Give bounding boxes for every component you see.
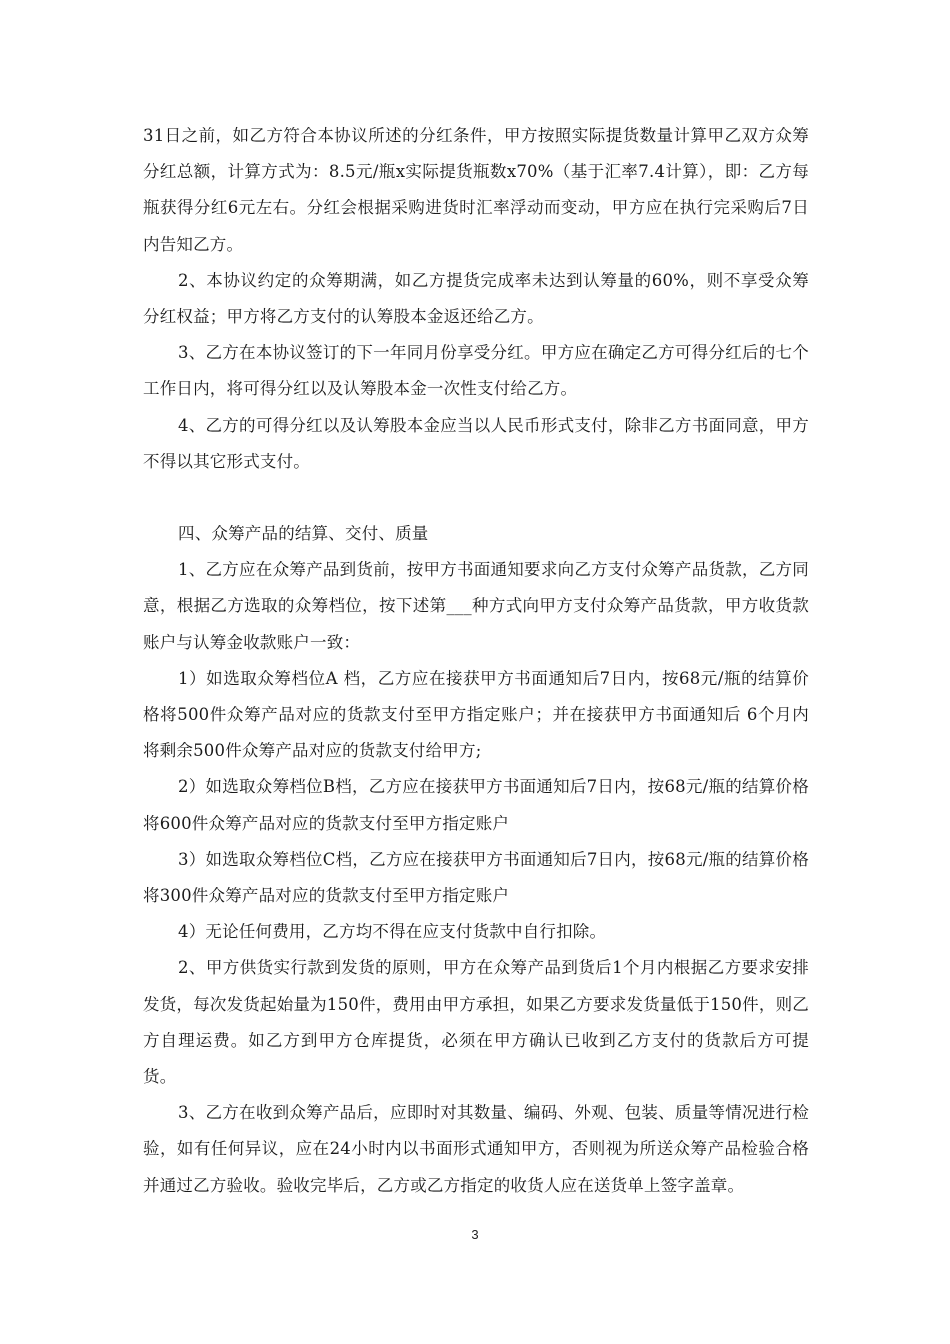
section-spacer xyxy=(143,480,809,516)
paragraph-dividend-calculation: 31日之前，如乙方符合本协议所述的分红条件，甲方按照实际提货数量计算甲乙双方众筹分红总额，计算方式为：8.5元/瓶x实际提货瓶数x70%（基于汇率7.4计算），即：乙方每瓶获得分红6元左右。分红会根据采购进货时汇率浮动而变动，甲方应在执行完采购后7日内告知乙方。 xyxy=(143,126,809,254)
paragraph-no-deduction: 4）无论任何费用，乙方均不得在应支付货款中自行扣除。 xyxy=(178,922,607,942)
paragraph-tier-c: 3）如选取众筹档位C档，乙方应在接获甲方书面通知后7日内，按68元/瓶的结算价格将300件众筹产品对应的货款支付至甲方指定账户 xyxy=(143,849,809,906)
paragraph-tier-a: 1）如选取众筹档位A 档，乙方应在接获甲方书面通知后7日内，按68元/瓶的结算价格将500件众筹产品对应的货款支付至甲方指定账户；并在接获甲方书面通知后 6个月内将剩余500件众筹产品对应的货款支付给甲方; xyxy=(143,668,809,761)
paragraph-tier-b: 2）如选取众筹档位B档，乙方应在接获甲方书面通知后7日内，按68元/瓶的结算价格将600件众筹产品对应的货款支付至甲方指定账户 xyxy=(143,777,809,833)
section-heading: 四、众筹产品的结算、交付、质量 xyxy=(178,524,429,544)
page-content xyxy=(143,118,809,1204)
paragraph-clause-3: 3、乙方在本协议签订的下一年同月份享受分红。甲方应在确定乙方可得分红后的七个工作日内，将可得分红以及认筹股本金一次性支付给乙方。 xyxy=(143,343,809,399)
paragraph-clause-4: 4、乙方的可得分红以及认筹股本金应当以人民币形式支付，除非乙方书面同意，甲方不得以其它形式支付。 xyxy=(143,415,809,471)
paragraph-clause-2: 2、本协议约定的众筹期满，如乙方提货完成率未达到认筹量的60%，则不享受众筹分红权益；甲方将乙方支付的认筹股本金返还给乙方。 xyxy=(143,270,809,327)
paragraph-delivery-clause-2: 2、甲方供货实行款到发货的原则，甲方在众筹产品到货后1个月内根据乙方要求安排发货，每次发货起始量为150件，费用由甲方承担，如果乙方要求发货量低于150件，则乙方自理运费。如乙方到甲方仓库提货，必须在甲方确认已收到乙方支付的货款后方可提货。 xyxy=(143,958,809,1087)
page-number: 3 xyxy=(471,1227,479,1242)
paragraph-payment-clause-1: 1、乙方应在众筹产品到货前，按甲方书面通知要求向乙方支付众筹产品货款，乙方同意，根据乙方选取的众筹档位，按下述第___种方式向甲方支付众筹产品货款，甲方收货款账户与认筹金收款账户一致： xyxy=(143,560,809,652)
paragraph-inspection-clause-3: 3、乙方在收到众筹产品后，应即时对其数量、编码、外观、包装、质量等情况进行检验，如有任何异议，应在24小时内以书面形式通知甲方，否则视为所送众筹产品检验合格并通过乙方验收。验收完毕后，乙方或乙方指定的收货人应在送货单上签字盖章。 xyxy=(143,1103,809,1195)
